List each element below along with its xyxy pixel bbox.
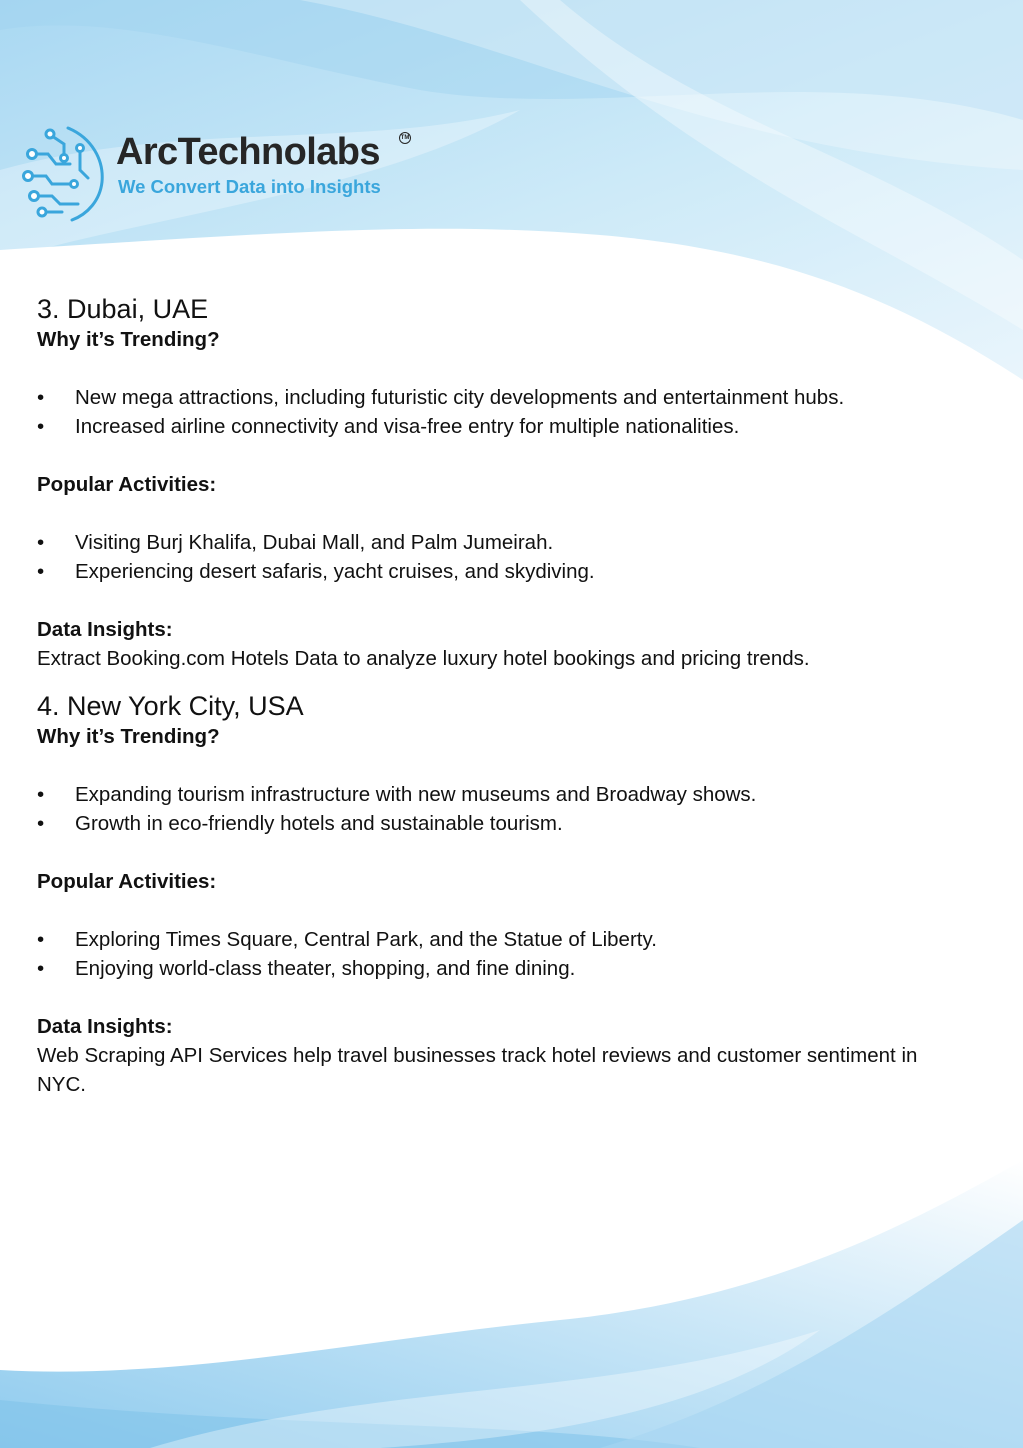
list-item-text: Exploring Times Square, Central Park, and the Statue of Liberty. [75,928,657,951]
brand-tagline: We Convert Data into Insights [118,176,381,197]
why-trending-list [37,383,967,441]
bullet-icon: • [37,415,45,438]
popular-activities-list [37,925,967,983]
brand-logo [22,120,422,225]
popular-activities-list [37,528,967,586]
circuit-globe-icon [22,120,108,224]
list-item [37,528,967,557]
document-body [37,293,967,1099]
list-item [37,809,967,838]
bullet-icon: • [37,560,45,583]
popular-activities-title: Popular Activities: [37,870,217,893]
data-insights-title: Data Insights: [37,1015,173,1038]
brand-name: ArcTechnolabs [116,131,380,173]
why-trending-title: Why it’s Trending? [37,725,220,748]
section-heading: 4. New York City, USA [37,691,304,721]
why-trending-title: Why it’s Trending? [37,328,220,351]
why-trending-list [37,780,967,838]
popular-activities-title: Popular Activities: [37,473,217,496]
list-item [37,780,967,809]
list-item [37,925,967,954]
list-item [37,557,967,586]
bullet-icon: • [37,812,45,835]
list-item-text: Expanding tourism infrastructure with new museums and Broadway shows. [75,783,757,806]
bullet-icon: • [37,928,45,951]
list-item-text: Experiencing desert safaris, yacht cruises, and skydiving. [75,560,595,583]
data-insights-title: Data Insights: [37,618,173,641]
trademark-symbol: TM [399,132,411,144]
list-item-text: New mega attractions, including futuristic city developments and entertainment hubs. [75,386,845,409]
list-item [37,383,967,412]
list-item [37,954,967,983]
data-insights-text: Extract Booking.com Hotels Data to analyze luxury hotel bookings and pricing trends. [37,647,810,670]
list-item-text: Visiting Burj Khalifa, Dubai Mall, and Palm Jumeirah. [75,531,554,554]
list-item [37,412,967,441]
bullet-icon: • [37,531,45,554]
list-item-text: Growth in eco-friendly hotels and sustainable tourism. [75,812,563,835]
data-insights-text: Web Scraping API Services help travel businesses track hotel reviews and customer sentiment in NYC. [37,1044,918,1096]
list-item-text: Increased airline connectivity and visa-free entry for multiple nationalities. [75,415,740,438]
bullet-icon: • [37,783,45,806]
bullet-icon: • [37,386,45,409]
section-new-york [37,690,967,1099]
section-dubai [37,293,967,673]
list-item-text: Enjoying world-class theater, shopping, and fine dining. [75,957,576,980]
bullet-icon: • [37,957,45,980]
section-heading: 3. Dubai, UAE [37,294,209,324]
